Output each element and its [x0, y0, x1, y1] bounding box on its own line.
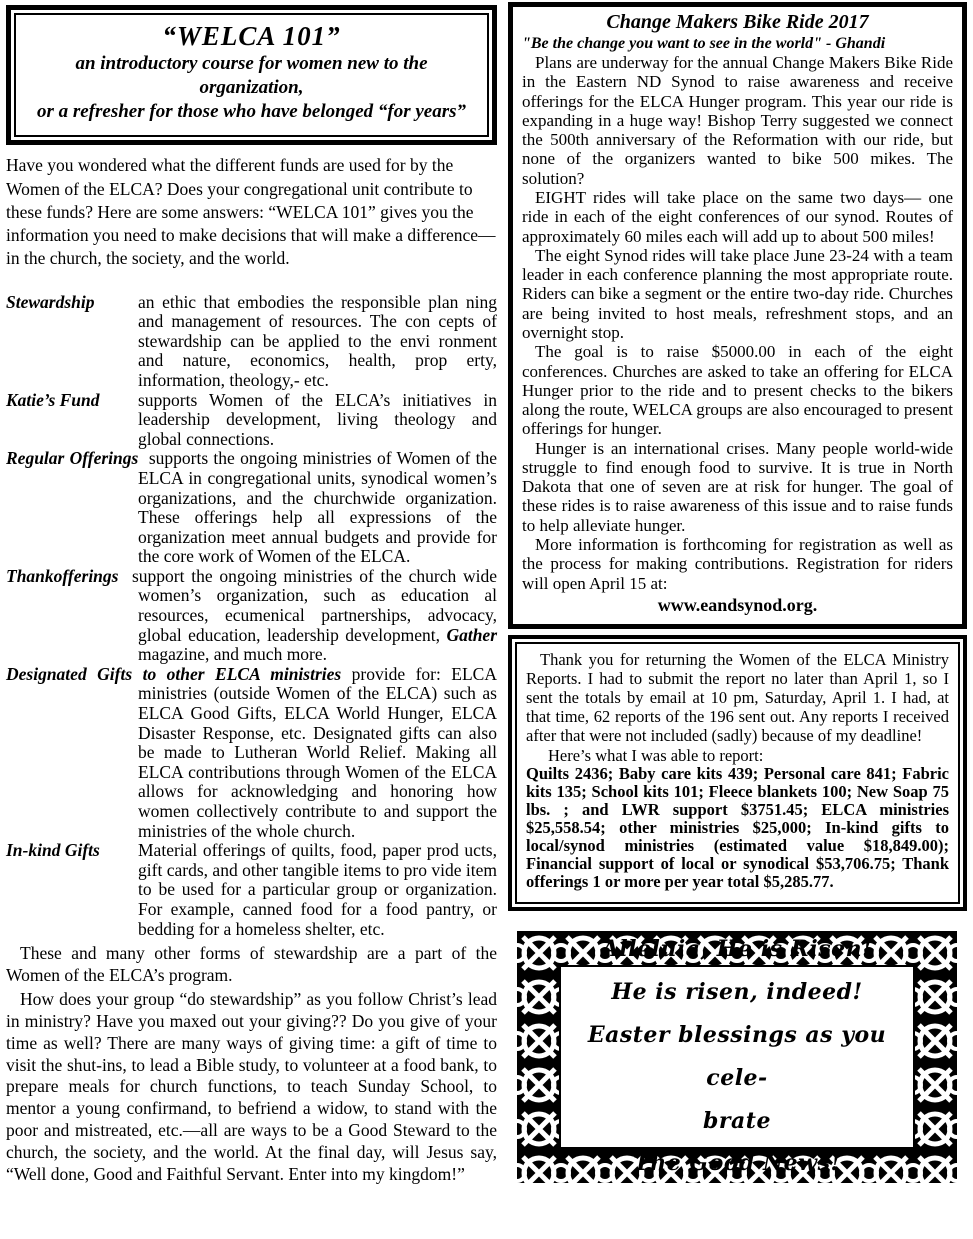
term-label: Stewardship: [6, 291, 95, 312]
term-stewardship: [6, 293, 497, 391]
ministry-report-box: [508, 635, 967, 911]
ministry-report-statistics: Quilts 2436; Baby care kits 439; Personal care 841; Fabric kits 135; School kits 101; Fleece blankets 100; New Soap 75 lbs. ; and LWR support $3751.45; ELCA ministries $25,558.54; other ministries $25,000; In-kind gifts to local/synod ministries (estimated value $18,849.00); Financial support of local or synodical $53,706.75; Thank offerings 1 or more per year total $5,285.77.: [526, 763, 949, 892]
gather-magazine-emphasis: Gather: [446, 624, 497, 645]
term-designated-gifts: [6, 665, 497, 841]
left-closing-paragraphs: [6, 943, 497, 1186]
welca-title: “WELCA 101”: [162, 21, 341, 51]
term-definition: supports Women of the ELCA’s initiatives in leadership development, living theology and global connections.: [138, 389, 497, 449]
easter-line: He is risen, indeed!: [611, 978, 863, 1005]
term-label: Katie’s Fund: [6, 389, 100, 410]
term-in-kind-gifts: [6, 841, 497, 939]
right-column: [508, 2, 967, 1183]
term-regular-offerings: [6, 449, 497, 567]
ministry-report-intro: Here’s what I was able to report:: [548, 745, 764, 765]
welca-subtitle-line1: an introductory course for women new to the organization,: [75, 53, 428, 98]
term-label: Regular Offerings: [6, 448, 139, 469]
bike-ride-paragraph: Hunger is an international crises. Many people world-wide struggle to find enough food to survive. It is true in North Dakota that one of seven are at risk for hunger. The goal of these rides is to raise awareness of this issue and to raise funds to help alleviate hunger.: [522, 438, 953, 535]
term-definition: provide for: ELCA ministries (outside Women of the ELCA) such as ELCA Good Gifts, ELCA World Hunger, ELCA Disaster Response, etc. Designated gifts can also be made to Lutheran World Relief. Making all ELCA contributions through Women of the ELCA allows for acknowledging and honoring how women collectively contribute to and support the ministries of the whole church.: [138, 663, 497, 841]
term-label: In-kind Gifts: [6, 840, 100, 861]
term-label: Designated Gifts to other ELCA ministries: [6, 663, 342, 684]
term-thankofferings: [6, 567, 497, 665]
term-definition: an ethic that embodies the responsible plan ning and management of resources. The con cepts of stewardship can be applied to the envi ronment and nature, economics, health, prop erty, information, theology,- etc.: [138, 291, 497, 390]
welca-intro-paragraph: Have you wondered what the different funds are used for by the Women of the ELCA? Does your congregational unit contribute to these funds? Here are some answers: “WELCA 101” gives you the information you need to make decisions that will make a difference—in the church, the society, and the world.: [6, 155, 496, 269]
term-definition-pre: support the ongoing ministries of the church wide women’s organization, such as education al resources, ecumenical partnerships, advocacy, global education, leadership development,: [131, 565, 497, 645]
bike-ride-quote: "Be the change you want to see in the world" - Ghandi: [522, 35, 886, 52]
stewardship-terms-list: [6, 293, 497, 940]
term-definition-post: magazine, and much more.: [138, 644, 328, 665]
bike-ride-paragraph: The eight Synod rides will take place June 23-24 with a team leader in each conference planning the most appropriate route. Riders can bike a segment or the entire two-day ride. Churches are being invited to host meals, refreshment stops, and an overnight stop.: [522, 245, 953, 342]
easter-line: Alleluia, He is Risen!: [601, 935, 873, 962]
ministry-report-box-inner: [515, 642, 960, 904]
term-katies-fund: [6, 391, 497, 450]
bike-ride-paragraph: Plans are underway for the annual Change Makers Bike Ride in the Eastern ND Synod to raise awareness and receive offerings for the ELCA Hunger program. This year our ride is expanding in a huge way! Bishop Terry suggested we connect the 500th anniversary of the Reformation with our ride, but none of the organizers wanted to bike 500 mikes. The solution?: [522, 53, 953, 188]
welca-subtitle-line2: or a refresher for those who have belonged “for years”: [36, 100, 467, 122]
bike-ride-article-box: [508, 2, 967, 629]
bike-ride-title: Change Makers Bike Ride 2017: [606, 11, 869, 33]
term-label: Thankofferings: [6, 565, 119, 586]
ministry-report-paragraph: Thank you for returning the Women of the ELCA Ministry Reports. I had to submit the report no later than April 1, so I sent the totals by email at 10 pm, Saturday, April 1. I had, at that time, 62 reports of the 196 sent out. Any reports I received after that were not included (sadly) because of my deadline!: [526, 649, 949, 746]
bike-ride-paragraph: The goal is to raise $5000.00 in each of the eight conferences. Churches are asked to take an offering for ELCA Hunger prior to the ride and to present checks to the bikers along the route, WELCA groups are also encouraged to present offerings for hunger.: [522, 342, 953, 439]
closing-paragraph-2: How does your group “do stewardship” as you follow Christ’s lead in ministry? Have you maxed out your giving?? Do you give of your time as well? There are many ways of giving time: a gift of time to visit the shut-ins, to lead a Bible study, to volunteer at a food bank, to prepare meals for church functions, to teach Sunday School, to mentor a young confirmand, to befriend a widow, to stand with the poor and mistreated, etc.—all are ways to be a Good Steward to the church, the society, and the world. At the final day, will Jesus say, “Well done, Good and Faithful Servant. Enter into my kingdom!”: [6, 988, 497, 1184]
bike-ride-paragraph: EIGHT rides will take place on the same two days— one ride in each of the eight conferences of our synod. Routes of approximately 60 miles each will add up to about 500 miles!: [522, 187, 953, 246]
welca-header-box-inner: [14, 13, 489, 137]
easter-line: The Good News!: [633, 1150, 841, 1177]
bike-ride-paragraph: More information is forthcoming for registration as well as the process for making contributions. Registration for riders will open April 15 at:: [522, 535, 953, 593]
bike-ride-website-link[interactable]: www.eandsynod.org.: [657, 594, 818, 615]
easter-line: brate: [703, 1107, 771, 1134]
term-definition: supports the ongoing ministries of Women of the ELCA in congregational units, synodical women’s organizations, and the churchwide organization. These offerings help all expressions of the organization meet annual budgets and provide for the core work of Women of the ELCA.: [138, 448, 497, 567]
easter-greeting-box: [517, 931, 957, 1183]
left-column: [6, 5, 497, 1186]
closing-paragraph-1: These and many other forms of stewardship are a part of the Women of the ELCA’s program.: [6, 943, 497, 986]
welca-header-box: [6, 5, 497, 145]
term-definition: Material offerings of quilts, food, paper prod ucts, gift cards, and other tangible items to pro vide item to be used for a particular group or organization. For example, canned food for a food pantry, or bedding for a homeless shelter, etc.: [138, 840, 497, 939]
easter-line: Easter blessings as you cele-: [587, 1021, 887, 1091]
easter-greeting-text: [559, 935, 915, 1177]
